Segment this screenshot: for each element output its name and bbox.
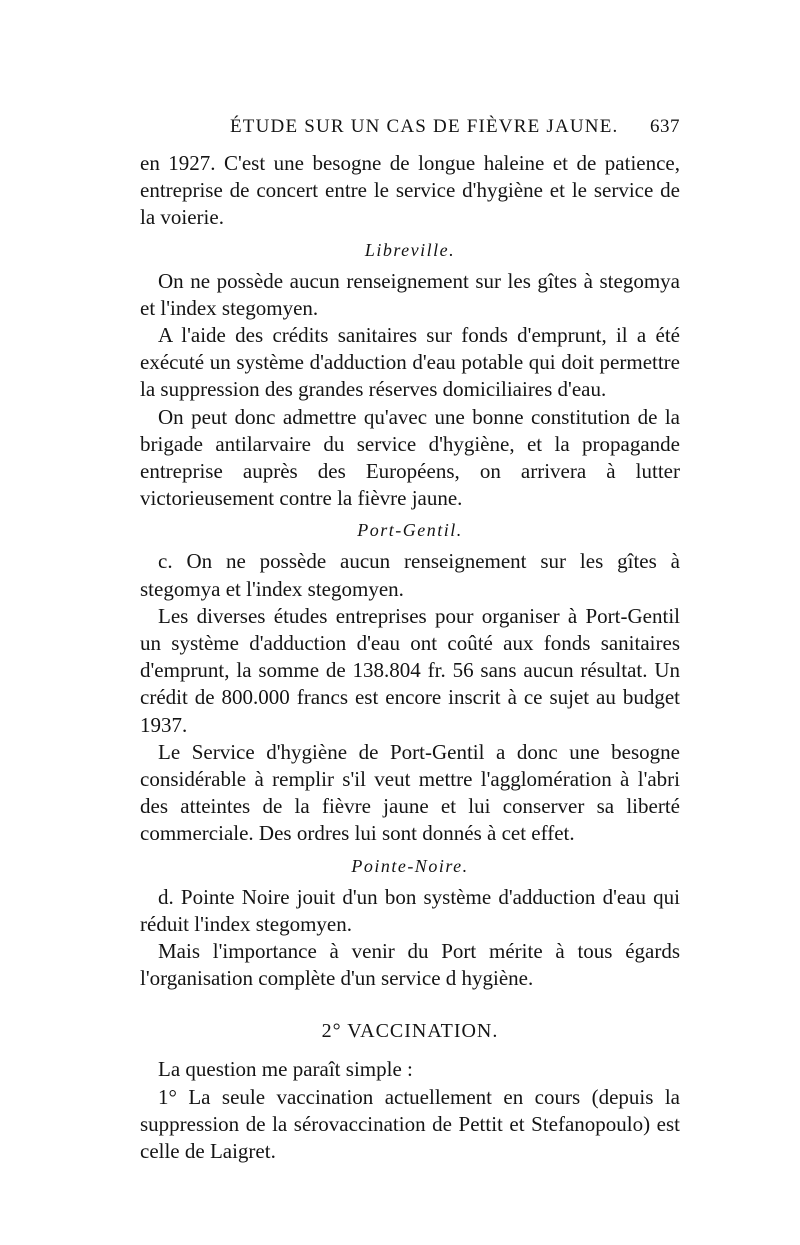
subheading-port-gentil: Port-Gentil. [357, 520, 463, 541]
paragraph: c. On ne possède aucun renseignement sur les gîtes à stegomya et l'index stegomyen. [140, 549, 680, 601]
paragraph: d. Pointe Noire jouit d'un bon système d'adduction d'eau qui réduit l'index stegomyen. [140, 884, 680, 936]
body-text [140, 150, 680, 1165]
subheading-pointe-noire: Pointe-Noire. [351, 855, 469, 876]
paragraph: Mais l'importance à venir du Port mérite à tous égards l'organisation complète d'un service d hygiène. [140, 939, 680, 991]
paragraph: en 1927. C'est une besogne de longue haleine et de patience, entreprise de concert entre le service d'hygiène et le service de la voierie. [140, 151, 680, 230]
paragraph: On peut donc admettre qu'avec une bonne constitution de la brigade antilarvaire du service d'hygiène, et la propagande entreprise auprès des Européens, on arrivera à lutter victorieusement contre la fièvre jaune. [140, 404, 680, 511]
page-number: 637 [650, 116, 680, 137]
paragraph: La question me paraît simple : [158, 1057, 413, 1082]
paragraph: 1° La seule vaccination actuellement en cours (depuis la suppression de la sérovaccination de Pettit et Stefanopoulo) est celle de Laigret. [140, 1084, 680, 1164]
paragraph: A l'aide des crédits sanitaires sur fonds d'emprunt, il a été exécuté un système d'adduction d'eau potable qui doit permettre la suppression des grandes réserves domiciliaires d'eau. [140, 323, 680, 402]
paragraph: Le Service d'hygiène de Port-Gentil a donc une besogne considérable à remplir s'il veut mettre l'agglomération à l'abri des atteintes de la fièvre jaune et lui conserver sa liberté commerciale. Des ordres lui sont donnés à cet effet. [140, 739, 680, 846]
running-head [140, 116, 680, 144]
paragraph: On ne possède aucun renseignement sur les gîtes à stegomya et l'index stegomyen. [140, 268, 680, 320]
subheading-libreville: Libreville. [364, 239, 456, 260]
section-heading-vaccination: 2° VACCINATION. [321, 1020, 499, 1043]
running-title: ÉTUDE SUR UN CAS DE FIÈVRE JAUNE. [230, 116, 619, 137]
paragraph: Les diverses études entreprises pour organiser à Port-Gentil un système d'adduction d'eau ont coûté aux fonds sanitaires d'emprunt, la somme de 138.804 fr. 56 sans aucun résultat. Un crédit de 800.000 francs est encore inscrit à ce sujet au budget 1937. [140, 603, 680, 737]
